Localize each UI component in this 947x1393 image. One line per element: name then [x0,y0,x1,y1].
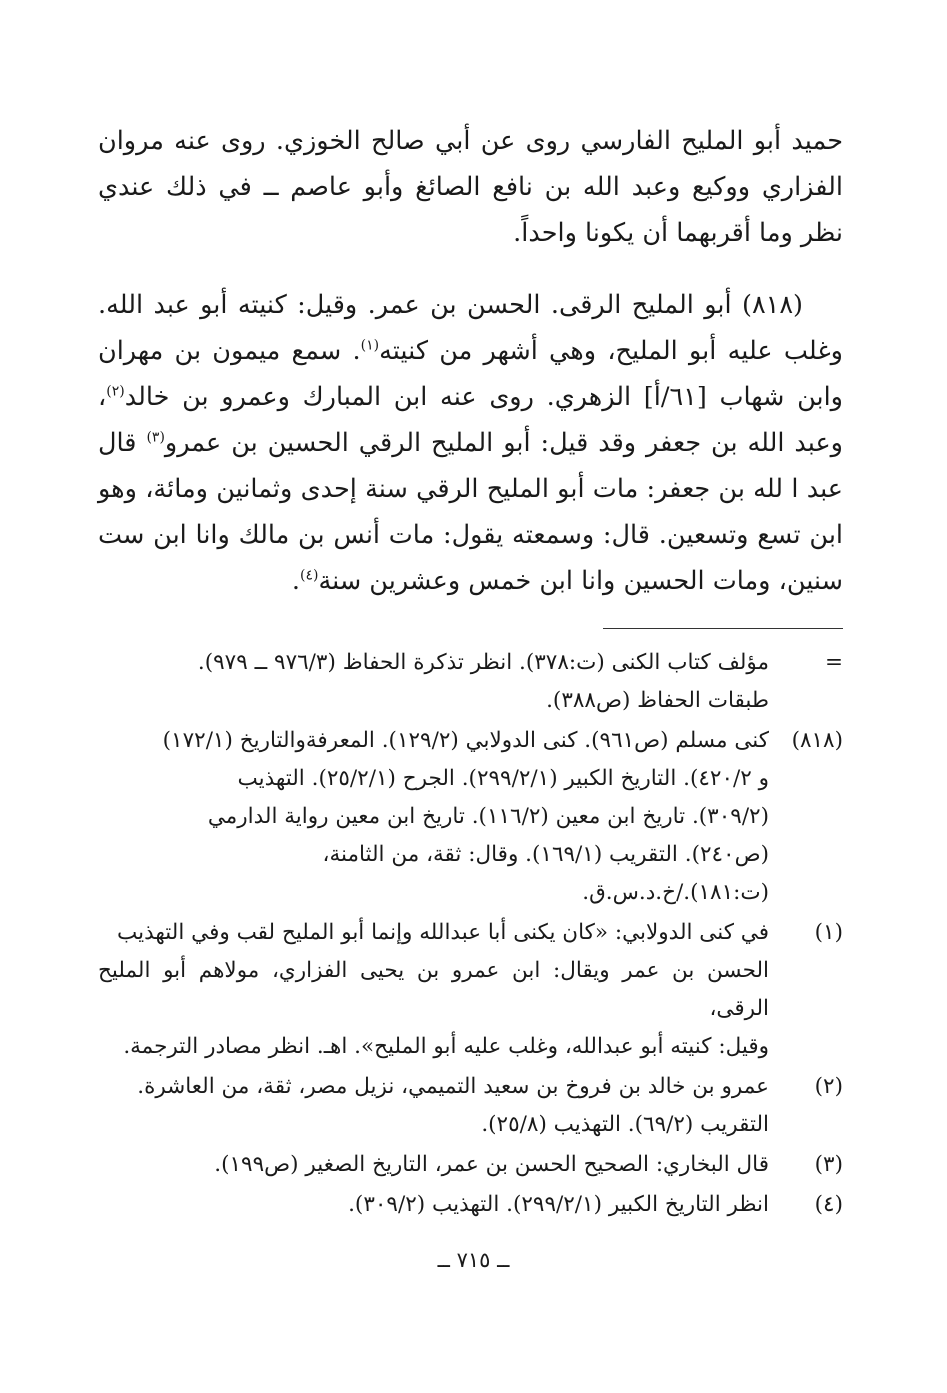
footnote-line: و ٤٢٠/٢). التاريخ الكبير (٢٩٩/٢/١). الجرح (٢٥/٢/١). التهذيب [237,766,769,791]
main-text [98,118,843,630]
entry-818-part-3: ، وعبد الله بن جعفر وقد قيل: أبو المليح الرقي الحسين بن عمرو [98,382,843,458]
footnote-3 [98,1146,843,1184]
footnote-line: مؤلف كتاب الكنى (ت:٣٧٨). انظر تذكرة الحفاظ (٩٧٦/٣ ــ ٩٧٩). [197,650,769,675]
entry-818-part-2: . سمع ميمون بن مهران وابن شهاب [٦١/أ] الزهري. روى عنه ابن المبارك وعمرو بن خالد [98,336,843,412]
footnote-text [98,722,769,912]
footnote-label: (٢) [814,1074,843,1099]
footnote-line: عمرو بن خالد بن فروخ بن سعيد التميمي، نزيل مصر، ثقة، من العاشرة. [137,1074,769,1099]
footnote-line: الحسن بن عمر ويقال: ابن عمرو بن يحيى الفزاري، مولاهم أبو المليح الرقى، [98,958,769,1021]
footnote-line: (٣٠٩/٢). تاريخ ابن معين (١١٦/٢). تاريخ ابن معين رواية الدارمي [207,804,769,829]
footnote-continued [98,644,843,720]
footnote-label: (٨١٨) [791,728,843,753]
footnote-label: (٣) [814,1152,843,1177]
footnote-text [98,1146,769,1184]
footnote-line: (ت:١٨١)./خ.د.س.ق. [582,880,769,905]
footnote-line: انظر التاريخ الكبير (٢٩٩/٢/١). التهذيب (٣٠٩/٢). [348,1192,769,1217]
footnote-line: في كنى الدولابي: «كان يكنى أبا عبدالله وإنما أبو المليح لقب وفي التهذيب [117,920,769,945]
page-number: ــ ٧١٥ ــ [437,1248,510,1272]
footnote-2 [98,1068,843,1144]
footnote-label: = [824,650,843,675]
footnote-text [98,1068,769,1144]
entry-818-part-1: (٨١٨) أبو المليح الرقى. الحسن بن عمر. وقيل: كنيته أبو عبد الله. وغلب عليه أبو المليح، وهي أشهر من كنيته [98,290,843,366]
footnote-4 [98,1186,843,1224]
footnote-line: كنى مسلم (ص٩٦١). كنى الدولابي (١٢٩/٢). المعرفةوالتاريخ (١٧٢/١) [162,728,769,753]
footnote-818 [98,722,843,912]
footnote-text [98,644,769,720]
entry-818-part-4: قال عبد ا لله بن جعفر: مات أبو المليح الرقي سنة إحدى وثمانين ومائة، وهو ابن تسع وتسعين. قال: وسمعته يقول: مات أنس بن مالك وانا ابن ست سنين، ومات الحسين وانا ابن خمس وعشرين سنة [98,428,843,596]
footnote-ref-1: (١) [360,337,380,354]
footnote-line: قال البخاري: الصحيح الحسن بن عمر، التاريخ الصغير (ص١٩٩). [214,1152,769,1177]
footnote-text [98,914,769,1066]
paragraph-entry-818 [98,282,843,604]
paragraph-hamid: حميد أبو المليح الفارسي روى عن أبي صالح الخوزي. روى عنه مروان الفزاري ووكيع وعبد الله بن نافع الصائغ وأبو عاصم ــ في ذلك عندي نظر وما أقربهما أن يكونا واحداً. [98,126,843,248]
footnote-label: (١) [814,920,843,945]
footnote-ref-4: (٤) [300,567,319,584]
entry-818-part-5: . [291,566,300,596]
footnote-line: التقريب (٦٩/٢). التهذيب (٢٥/٨). [481,1112,769,1137]
footnote-ref-3: (٣) [146,429,165,446]
footnote-divider [603,628,843,629]
footnote-ref-2: (٢) [106,383,125,400]
footnote-line: (ص٢٤٠). التقريب (١٦٩/١). وقال: ثقة، من الثامنة، [322,842,769,867]
footnote-line: طبقات الحفاظ (ص٣٨٨). [546,688,769,713]
footnote-label: (٤) [814,1192,843,1217]
footnotes [98,644,843,1226]
footnote-line: وقيل: كنيته أبو عبدالله، وغلب عليه أبو المليح». اهـ. انظر مصادر الترجمة. [123,1034,769,1059]
footnote-1 [98,914,843,1066]
footnote-text [98,1186,769,1224]
